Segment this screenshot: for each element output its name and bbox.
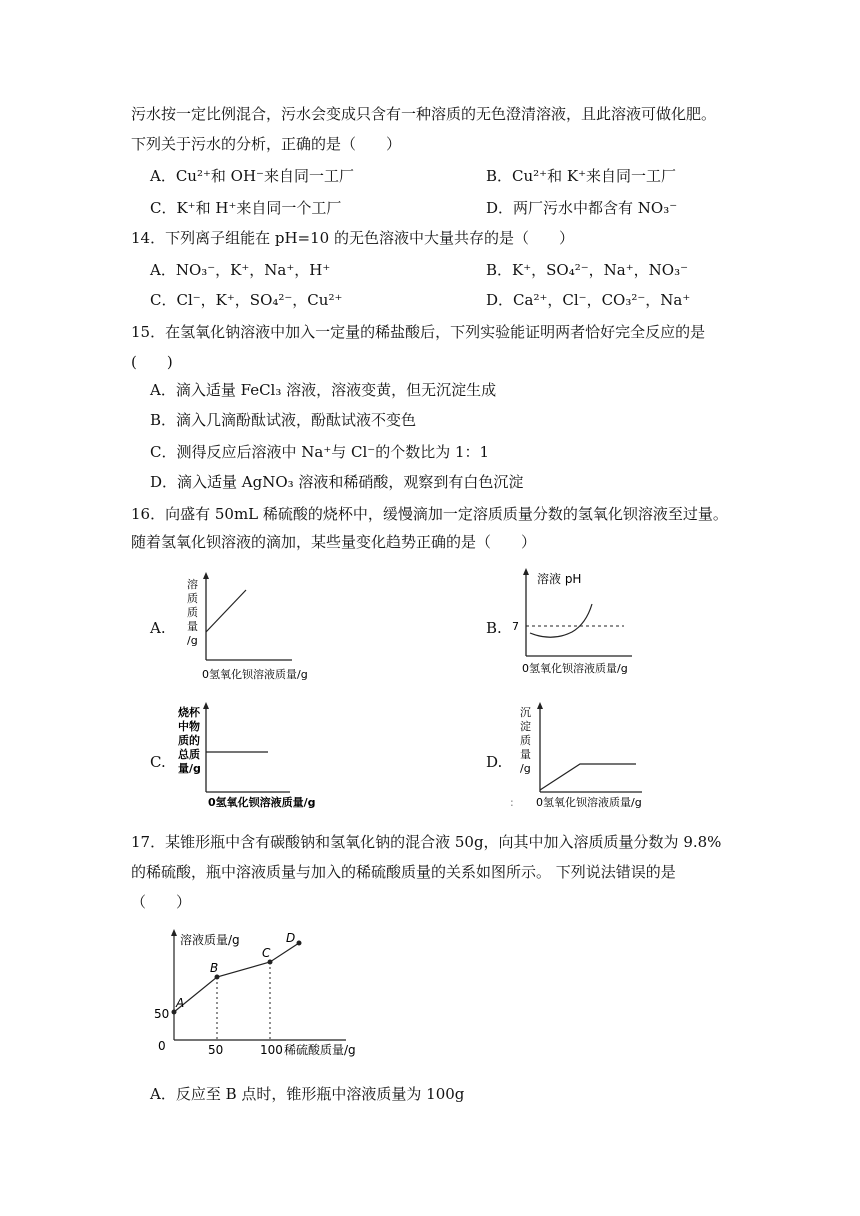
- q17-point-c: C: [262, 946, 271, 960]
- q17-point-a: A: [176, 996, 185, 1010]
- q17-ylabel: 溶液质量/g: [180, 933, 240, 947]
- q16-label-c: C.: [150, 753, 166, 771]
- q17-y-tick-50: 50: [154, 1007, 170, 1021]
- q14-option-a: A．NO₃⁻，K⁺，Na⁺，H⁺: [150, 261, 331, 279]
- q16d-ylabel-2: 淀: [520, 720, 531, 733]
- q16-stem-line1: 16．向盛有 50mL 稀硫酸的烧杯中，缓慢滴加一定溶质质量分数的氢氧化钡溶液至过量。: [131, 505, 728, 523]
- q16b-xlabel: 0氢氧化钡溶液质量/g: [522, 662, 628, 675]
- q16a-xlabel: 0氢氧化钡溶液质量/g: [202, 668, 308, 681]
- q17-stem-line2: 的稀硫酸，瓶中溶液质量与加入的稀硫酸质量的关系如图所示。 下列说法错误的是: [131, 863, 676, 881]
- q15-option-d: D．滴入适量 AgNO₃ 溶液和稀硝酸，观察到有白色沉淀: [150, 473, 524, 491]
- q16b-ylabel: 溶液 pH: [537, 572, 582, 586]
- q16d-ylabel-4: 量: [520, 748, 531, 761]
- q17-xlabel: 稀硫酸质量/g: [284, 1043, 356, 1057]
- q16d-ylabel-3: 质: [520, 734, 531, 747]
- q16d-ylabel-1: 沉: [520, 706, 531, 719]
- q16c-ylabel-2: 中物: [178, 720, 200, 733]
- q17-stem-line1: 17．某锥形瓶中含有碳酸钠和氢氧化钠的混合液 50g，向其中加入溶质质量分数为 9.8%: [131, 833, 722, 851]
- q16-label-a: A.: [150, 619, 166, 637]
- q14-stem: 14．下列离子组能在 pH=10 的无色溶液中大量共存的是（ ）: [131, 229, 574, 247]
- q13-stem-line2: 下列关于污水的分析，正确的是（ ）: [131, 135, 402, 153]
- q13-option-b: B．Cu²⁺和 K⁺来自同一工厂: [486, 167, 676, 185]
- q16-stem-line2: 随着氢氧化钡溶液的滴加，某些量变化趋势正确的是（ ）: [131, 533, 537, 551]
- q16b-tick-7: 7: [512, 620, 519, 633]
- q16-graph-d: [508, 702, 658, 814]
- q16c-ylabel-5: 量/g: [178, 762, 201, 775]
- q15-stem-line1: 15．在氢氧化钠溶液中加入一定量的稀盐酸后，下列实验能证明两者恰好完全反应的是: [131, 323, 706, 341]
- q16-graph-b: [508, 568, 658, 680]
- q16a-ylabel-3: 质: [187, 606, 198, 619]
- q16c-ylabel-4: 总质: [178, 748, 200, 761]
- q15-option-b: B．滴入几滴酚酞试液，酚酞试液不变色: [150, 411, 417, 429]
- q14-option-b: B．K⁺，SO₄²⁻，Na⁺，NO₃⁻: [486, 261, 689, 279]
- q13-stem-line1: 污水按一定比例混合，污水会变成只含有一种溶质的无色澄清溶液，且此溶液可做化肥。: [131, 105, 717, 123]
- q16a-ylabel-2: 质: [187, 592, 198, 605]
- q16d-xlabel: 0氢氧化钡溶液质量/g: [536, 796, 642, 809]
- q17-x-tick-100: 100: [260, 1043, 283, 1057]
- q17-stem-line3: （ ）: [131, 893, 192, 911]
- q16a-ylabel-1: 溶: [187, 578, 198, 591]
- q15-option-c: C．测得反应后溶液中 Na⁺与 Cl⁻的个数比为 1：1: [150, 443, 490, 461]
- q17-x-tick-50: 50: [208, 1043, 224, 1057]
- q16d-edge-mark: :: [510, 796, 514, 809]
- q16c-ylabel-1: 烧杯: [178, 706, 200, 719]
- q16-graph-a: [180, 572, 340, 684]
- q16d-ylabel-5: /g: [520, 762, 531, 775]
- q17-origin: 0: [158, 1039, 166, 1053]
- q17-option-a: A．反应至 B 点时，锥形瓶中溶液质量为 100g: [150, 1085, 465, 1103]
- q13-option-c: C．K⁺和 H⁺来自同一个工厂: [150, 199, 342, 217]
- q16a-ylabel-5: /g: [187, 634, 198, 647]
- q16a-ylabel-4: 量: [187, 620, 198, 633]
- q17-point-d: D: [286, 931, 296, 945]
- q16c-ylabel-3: 质的: [178, 734, 200, 747]
- q13-option-a: A．Cu²⁺和 OH⁻来自同一工厂: [150, 167, 354, 185]
- q17-point-b: B: [210, 961, 219, 975]
- q14-option-d: D．Ca²⁺，Cl⁻，CO₃²⁻，Na⁺: [486, 291, 691, 309]
- q17-chart: [150, 926, 380, 1066]
- q16c-xlabel: 0氢氧化钡溶液质量/g: [208, 796, 316, 809]
- q16-graph-c: [176, 702, 346, 814]
- q14-option-c: C．Cl⁻，K⁺，SO₄²⁻，Cu²⁺: [150, 291, 343, 309]
- q15-option-a: A．滴入适量 FeCl₃ 溶液，溶液变黄，但无沉淀生成: [150, 381, 497, 399]
- q13-option-d: D．两厂污水中都含有 NO₃⁻: [486, 199, 678, 217]
- q16-label-b: B.: [486, 619, 502, 637]
- q15-stem-line2: ( ): [131, 353, 173, 371]
- q16-label-d: D.: [486, 753, 503, 771]
